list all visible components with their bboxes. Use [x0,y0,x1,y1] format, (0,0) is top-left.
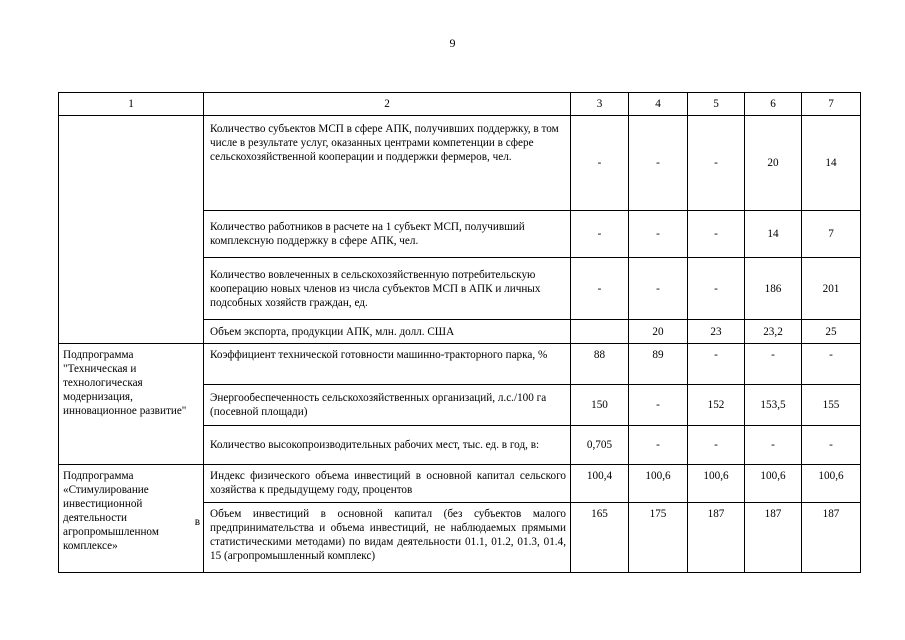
indicator-cell: Объем экспорта, продукции АПК, млн. долл. США [204,320,571,344]
header-col-5: 5 [688,93,745,116]
indicator-cell: Количество высокопроизводительных рабочих мест, тыс. ед. в год, в: [204,426,571,465]
value-cell: 25 [802,320,861,344]
page-number: 9 [449,36,456,50]
indicator-cell: Объем инвестиций в основной капитал (без субъектов малого предпринимательства и объема инвестиций, не наблюдаемых прямыми статистическими методами) по видам деятельности 01.1, 01.2, 01.3, 01.4, 15 (агропромышленный комплекс) [204,503,571,573]
value-cell: - [688,211,745,258]
table-row [59,344,861,385]
value-cell: 152 [688,385,745,426]
indicator-cell: Индекс физического объема инвестиций в основной капитал сельского хозяйства к предыдущему году, процентов [204,465,571,503]
program-cell [59,465,204,573]
value-cell: 88 [571,344,629,385]
indicator-cell: Количество вовлеченных в сельскохозяйственную потребительскую кооперацию новых членов из числа субъектов МСП в АПК и личных подсобных хозяйств граждан, ед. [204,258,571,320]
value-cell: - [688,344,745,385]
value-cell: - [571,258,629,320]
indicator-cell: Количество работников в расчете на 1 субъект МСП, получивший комплексную поддержку в сфере АПК, чел. [204,211,571,258]
indicator-cell: Энергообеспеченность сельскохозяйственных организаций, л.с./100 га (посевной площади) [204,385,571,426]
value-cell: - [571,211,629,258]
value-cell: 201 [802,258,861,320]
value-cell: - [629,258,688,320]
value-cell [571,320,629,344]
header-col-6: 6 [745,93,802,116]
value-cell: - [629,426,688,465]
indicator-cell: Коэффициент технической готовности машинно-тракторного парка, % [204,344,571,385]
indicator-cell: Количество субъектов МСП в сфере АПК, получивших поддержку, в том числе в результате услуг, оказанных центрами компетенции в сфере сельскохозяйственной кооперации и поддержки фермеров, чел. [204,116,571,211]
value-cell: 150 [571,385,629,426]
value-cell: 100,6 [629,465,688,503]
header-col-7: 7 [802,93,861,116]
value-cell: - [745,344,802,385]
value-cell: 14 [745,211,802,258]
value-cell: - [688,116,745,211]
value-cell: 14 [802,116,861,211]
value-cell: 20 [745,116,802,211]
program-cell [59,344,204,465]
program-name: Подпрограмма «Стимулирование инвестиционной деятельности агропромышленном комплексе» [63,470,159,552]
value-cell: 175 [629,503,688,573]
header-col-3: 3 [571,93,629,116]
value-cell: 7 [802,211,861,258]
value-cell: 20 [629,320,688,344]
value-cell: 186 [745,258,802,320]
value-cell: - [629,116,688,211]
value-cell: 155 [802,385,861,426]
value-cell: - [629,385,688,426]
value-cell: 100,6 [802,465,861,503]
value-cell: 187 [688,503,745,573]
value-cell: - [629,211,688,258]
value-cell: 23 [688,320,745,344]
value-cell: - [802,344,861,385]
value-cell: - [688,258,745,320]
value-cell: 100,4 [571,465,629,503]
program-name: Подпрограмма "Техническая и технологическая модернизация, инновационное развитие" [63,349,187,417]
value-cell: 89 [629,344,688,385]
header-col-4: 4 [629,93,688,116]
program-extra: в [194,516,200,528]
table-header-row [59,93,861,116]
value-cell: 23,2 [745,320,802,344]
value-cell: - [745,426,802,465]
indicators-table [58,92,861,573]
value-cell: - [802,426,861,465]
value-cell: 165 [571,503,629,573]
program-cell-empty [59,116,204,344]
value-cell: 100,6 [688,465,745,503]
header-col-1: 1 [59,93,204,116]
value-cell: 187 [802,503,861,573]
value-cell: - [571,116,629,211]
value-cell: 187 [745,503,802,573]
value-cell: - [688,426,745,465]
value-cell: 100,6 [745,465,802,503]
header-col-2: 2 [204,93,571,116]
table-row [59,465,861,503]
table-row [59,116,861,211]
value-cell: 0,705 [571,426,629,465]
value-cell: 153,5 [745,385,802,426]
